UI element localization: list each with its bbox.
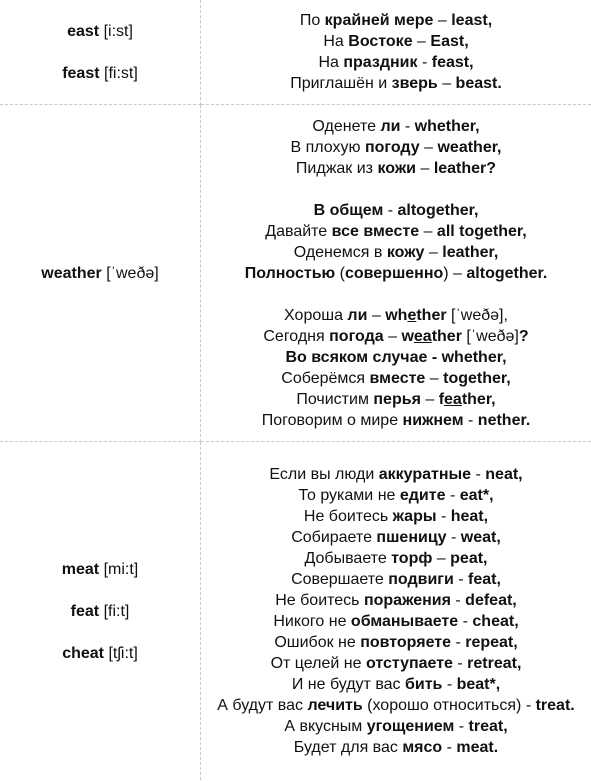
text-fragment: - [442,739,457,756]
bold-fragment: праздник [343,54,418,71]
bold-fragment: wh [385,306,408,324]
text-fragment: - [445,487,460,504]
bold-fragment: пшеницу [376,529,447,546]
bold-fragment: ? [518,327,529,345]
bold-fragment: отступаете [365,655,453,672]
text-fragment: – [437,75,456,92]
stanza-gap [201,284,591,305]
text-fragment: - [436,508,451,525]
poem-line [201,31,591,52]
text-fragment: - [442,676,457,693]
poem-line [201,632,591,653]
headword [0,21,200,42]
text-fragment: На [318,54,344,71]
bold-fragment: Во всяком случае - whether, [285,348,507,366]
text-fragment: - [383,201,398,219]
poem-line [201,242,591,263]
bold-fragment: поражения [363,592,451,609]
text-fragment: А будут вас [217,697,308,714]
text-fragment: В плохую [290,138,365,156]
poem-line [201,200,591,221]
text-fragment: – [424,243,443,261]
text-fragment: Ошибок не [274,634,361,651]
bold-fragment: feat, [468,571,501,588]
text-fragment: - [463,411,478,429]
word-cell [0,0,201,105]
poem-line [201,611,591,632]
bold-fragment: ther, [461,390,496,408]
poem-line [201,464,591,485]
bold-fragment: ther [416,306,447,324]
headword-transcription: [i:st] [103,22,133,40]
poem-line [201,569,591,590]
bold-fragment: least, [451,12,493,29]
bold-fragment: weat, [460,529,501,546]
bold-fragment: altogether. [466,264,548,282]
text-fragment: – [383,327,402,345]
text-fragment: На [323,33,349,50]
bold-fragment: подвиги [388,571,454,588]
bold-fragment: лечить [307,697,363,714]
text-fragment: Не боитесь [275,592,364,609]
bold-fragment: leather, [442,243,499,261]
bold-fragment: жары [392,508,437,525]
bold-fragment: погоду [364,138,420,156]
underlined-letters: e [407,306,417,324]
text-fragment: – [433,12,452,29]
table-row [0,105,591,442]
headword [0,263,200,284]
text-fragment: По [299,12,325,29]
bold-fragment: ли [347,306,368,324]
text-fragment: Соберёмся [281,369,370,387]
poem-line [201,263,591,284]
bold-fragment: аккуратные [378,466,472,483]
bold-fragment: Востоке [348,33,413,50]
text-fragment: Добываете [304,550,392,567]
text-fragment: – [419,222,437,240]
bold-fragment: neat, [485,466,523,483]
bold-fragment: повторяете [360,634,451,651]
headword-text: east [67,22,100,40]
text-fragment: - [451,634,466,651]
poem-line [201,716,591,737]
text-fragment: То руками не [298,487,400,504]
bold-fragment: all together, [436,222,527,240]
poem-lines [201,116,591,431]
text-fragment: – [419,138,438,156]
headword-transcription: [fi:st] [104,64,138,82]
bold-fragment: peat, [450,550,488,567]
bold-fragment: обманываете [350,613,459,630]
headword [0,643,200,664]
bold-fragment: бить [405,676,443,693]
underlined-letters: ea [413,327,432,345]
text-fragment: - [453,571,469,588]
poem-cell [201,442,591,781]
underlined-letters: ea [444,390,462,408]
poem-line [201,10,591,31]
bold-fragment: вместе [369,369,426,387]
poem-line [201,158,591,179]
text-fragment: Поговорим о мире [261,411,403,429]
poem-lines [201,464,591,758]
poem-line [201,485,591,506]
bold-fragment: перья [373,390,421,408]
headword-text: feast [62,64,100,82]
text-fragment: Никого не [273,613,351,630]
bold-fragment: кожи [377,159,417,177]
text-fragment: - [400,117,415,135]
bold-fragment: repeat, [465,634,518,651]
bold-fragment: совершенно [344,264,444,282]
stanza-gap [201,179,591,200]
bold-fragment: defeat, [465,592,517,609]
bold-fragment: зверь [391,75,438,92]
text-fragment: - [452,655,468,672]
poem-lines [201,10,591,94]
text-fragment: - [471,466,486,483]
text-fragment: - [450,592,466,609]
headword [0,63,200,84]
text-fragment: Собираете [291,529,377,546]
text-fragment: - [454,718,469,735]
bold-fragment: мясо [402,739,443,756]
poem-line [201,326,591,347]
text-fragment: Почистим [296,390,374,408]
headword [0,559,200,580]
bold-fragment: eat*, [459,487,494,504]
text-fragment: – [367,306,386,324]
text-fragment: - [417,54,432,71]
headword-transcription: [fi:t] [103,602,130,620]
text-fragment: Сегодня [263,327,330,345]
text-fragment: Хороша [284,306,348,324]
poem-line [201,506,591,527]
bold-fragment: ther [431,327,462,345]
text-fragment: (хорошо относиться) - [362,697,536,714]
text-fragment: А вкусным [284,718,367,735]
poem-line [201,305,591,326]
poem-line [201,737,591,758]
poem-cell [201,105,591,442]
bold-fragment: feast, [431,54,474,71]
bold-fragment: together, [443,369,511,387]
text-fragment: Оденемся в [293,243,387,261]
poem-line [201,695,591,716]
bold-fragment: nether. [477,411,531,429]
bold-fragment: торф [391,550,433,567]
text-fragment: Будет для вас [293,739,403,756]
headword-transcription: [tʃi:t] [108,644,138,662]
bold-fragment: altogether, [397,201,479,219]
table-row [0,442,591,781]
bold-fragment: w [401,327,414,345]
poem-line [201,674,591,695]
word-cell [0,442,201,781]
text-fragment: – [416,159,434,177]
poem-line [201,590,591,611]
poem-line [201,527,591,548]
bold-fragment: В общем [313,201,384,219]
text-fragment: [ˈweðə], [446,306,508,324]
text-fragment: – [425,369,444,387]
poem-line [201,116,591,137]
text-fragment: - [446,529,461,546]
text-fragment: Если вы люди [269,466,379,483]
word-cell [0,105,201,442]
bold-fragment: whether, [414,117,480,135]
poem-line [201,137,591,158]
bold-fragment: weather, [437,138,502,156]
headword-text: cheat [62,644,104,662]
poem-cell [201,0,591,105]
poem-line [201,410,591,431]
poem-line [201,653,591,674]
bold-fragment: beast. [455,75,502,92]
text-fragment: - [458,613,473,630]
bold-fragment: все вместе [331,222,420,240]
text-fragment: Не боитесь [303,508,393,525]
bold-fragment: кожу [386,243,425,261]
table-row [0,0,591,105]
text-fragment: Давайте [265,222,332,240]
poem-line [201,389,591,410]
bold-fragment: treat. [535,697,575,714]
bold-fragment: treat, [468,718,508,735]
bold-fragment: f [438,390,445,408]
text-fragment: ( [335,264,345,282]
text-fragment: – [412,33,431,50]
text-fragment: – [432,550,451,567]
poem-line [201,73,591,94]
poem-line [201,548,591,569]
text-fragment: И не будут вас [291,676,405,693]
poem-line [201,52,591,73]
headword-transcription: [mi:t] [103,560,139,578]
text-fragment: От целей не [270,655,366,672]
headword-transcription: [ˈweðə] [106,264,159,282]
headword [0,601,200,622]
headword-text: meat [61,560,100,578]
text-fragment: [ˈweðə] [461,327,519,345]
text-fragment: Приглашён и [290,75,392,92]
text-fragment: Совершаете [291,571,389,588]
poem-line [201,347,591,368]
bold-fragment: cheat, [472,613,519,630]
poem-line [201,221,591,242]
text-fragment: Оденете [312,117,381,135]
headword-text: weather [41,264,102,282]
bold-fragment: едите [399,487,446,504]
text-fragment: Пиджак из [295,159,378,177]
bold-fragment: крайней мере [324,12,434,29]
bold-fragment: ли [380,117,401,135]
bold-fragment: угощением [366,718,455,735]
text-fragment: ) – [443,264,467,282]
bold-fragment: retreat, [467,655,522,672]
bold-fragment: погода [329,327,384,345]
text-fragment: – [420,390,439,408]
bold-fragment: нижнем [402,411,464,429]
poem-line [201,368,591,389]
headword-text: feat [70,602,100,620]
bold-fragment: East, [430,33,469,50]
bold-fragment: Полностью [244,264,336,282]
bold-fragment: leather? [433,159,497,177]
bold-fragment: beat*, [456,676,501,693]
bold-fragment: meat. [456,739,499,756]
bold-fragment: heat, [450,508,489,525]
